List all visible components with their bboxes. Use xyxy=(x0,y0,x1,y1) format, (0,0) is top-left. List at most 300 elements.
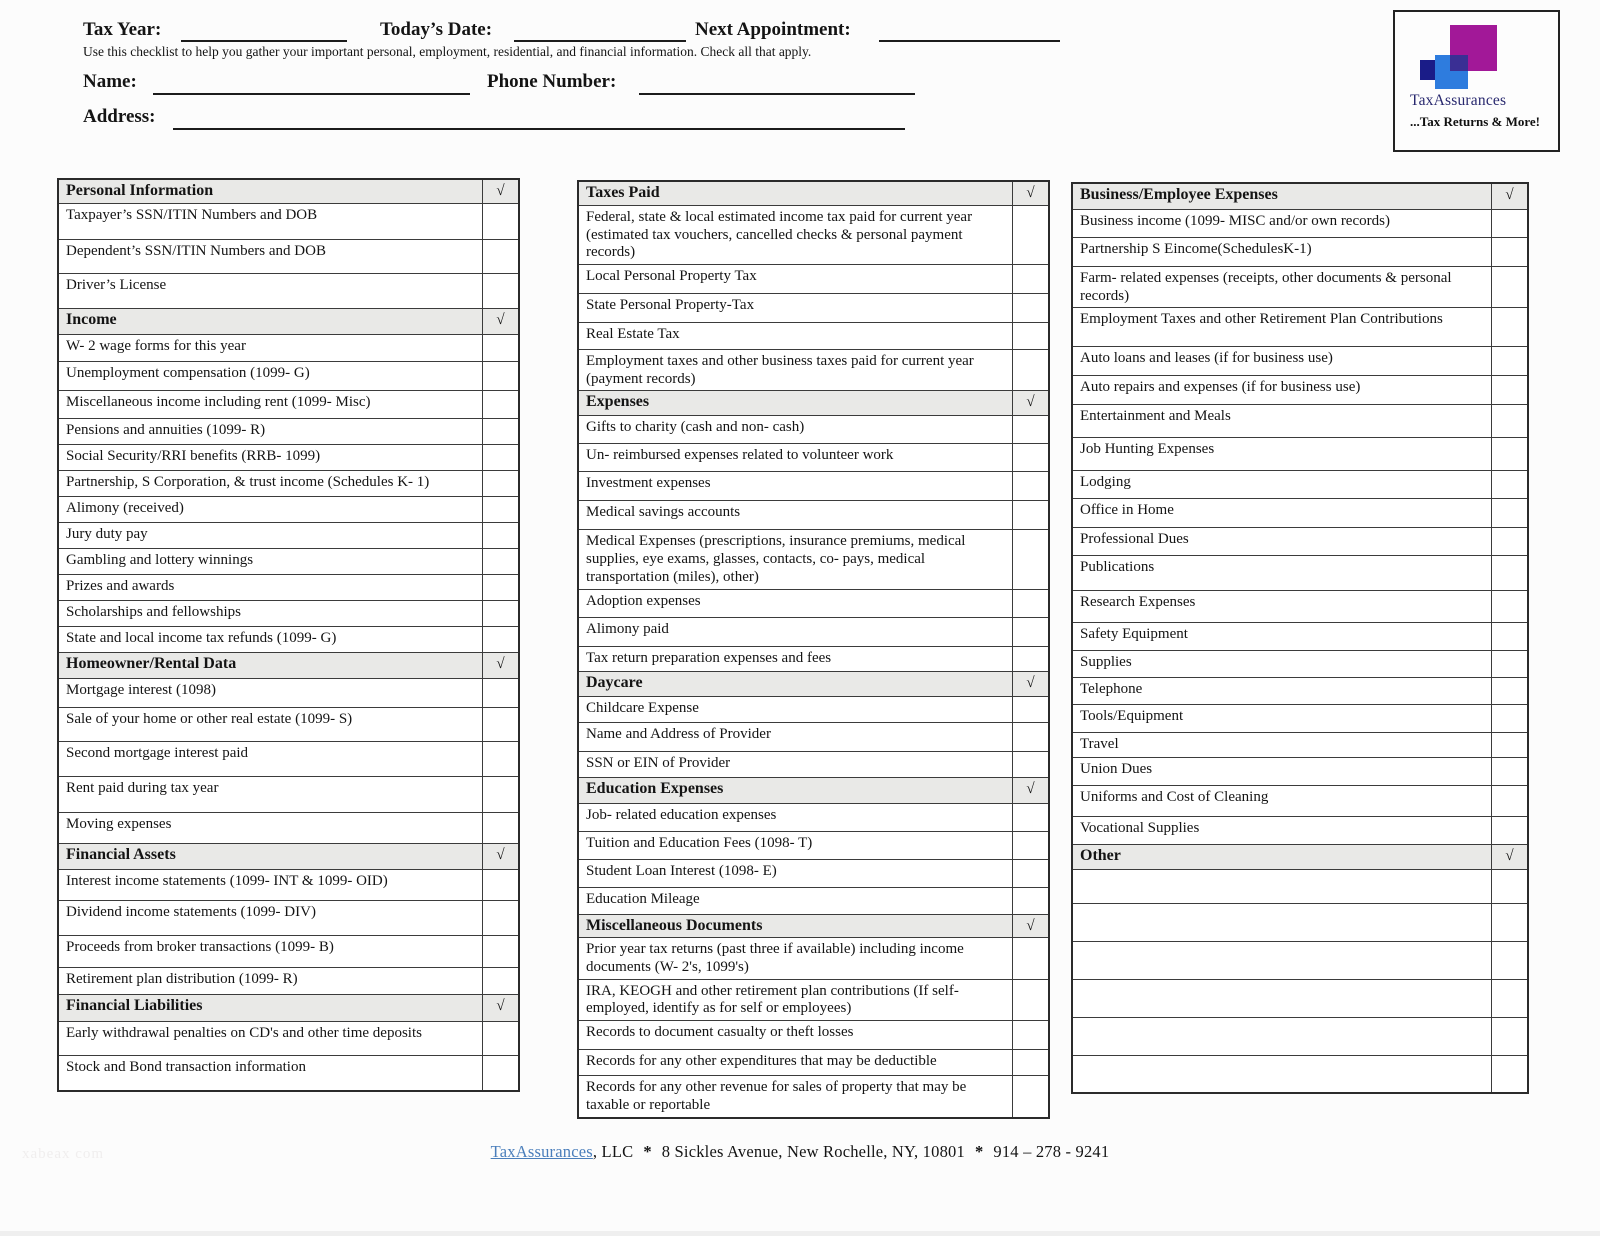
footer-contact-line xyxy=(0,1142,1600,1162)
check-cell[interactable] xyxy=(1012,618,1048,646)
item-label: Gifts to charity (cash and non- cash) xyxy=(586,419,805,436)
checklist-row xyxy=(59,523,518,549)
item-label: Pensions and annuities (1099- R) xyxy=(66,422,266,438)
item-label: Student Loan Interest (1098- E) xyxy=(586,862,777,879)
checklist-row xyxy=(59,549,518,575)
check-cell[interactable] xyxy=(1012,1021,1048,1049)
section-title: Personal Information xyxy=(66,182,214,199)
checklist-row xyxy=(579,697,1048,723)
section-title: Other xyxy=(1080,847,1121,865)
checklist-row xyxy=(59,708,518,742)
check-cell[interactable] xyxy=(482,204,518,239)
instructions-text: Use this checklist to help you gather your important personal, employment, residential, and financial information. Check all that apply. xyxy=(83,44,812,59)
check-cell[interactable] xyxy=(1491,267,1527,307)
check-cell[interactable] xyxy=(482,471,518,496)
item-label: Job- related education expenses xyxy=(586,806,777,823)
check-column-mark[interactable]: √ xyxy=(1012,778,1048,803)
checklist-row xyxy=(59,391,518,419)
footer-separator-1: * xyxy=(643,1142,652,1161)
section-title: Business/Employee Expenses xyxy=(1080,186,1278,203)
check-cell[interactable] xyxy=(1491,238,1527,266)
check-cell[interactable] xyxy=(1012,416,1048,443)
section-header-row xyxy=(579,391,1048,416)
item-label xyxy=(1073,1018,1491,1055)
item-label xyxy=(1073,870,1491,903)
tax-year-label: Tax Year: xyxy=(83,19,162,40)
check-column-mark[interactable]: √ xyxy=(1012,672,1048,696)
section-header-row xyxy=(1073,184,1527,210)
checklist-row xyxy=(59,742,518,777)
check-cell[interactable] xyxy=(1012,294,1048,322)
checklist-row xyxy=(59,335,518,362)
check-cell[interactable] xyxy=(482,419,518,444)
item-label: Employment taxes and other business taxes paid for current year (payment records) xyxy=(586,353,974,387)
section-header-row xyxy=(59,180,518,204)
item-label xyxy=(1073,942,1491,979)
checklist-row xyxy=(1073,817,1527,845)
check-cell[interactable] xyxy=(482,335,518,361)
item-label: State Personal Property-Tax xyxy=(586,297,755,314)
item-label: Auto loans and leases (if for business use) xyxy=(1080,350,1333,367)
item-label: Lodging xyxy=(1080,474,1131,491)
item-label: Professional Dues xyxy=(1080,531,1189,548)
check-cell[interactable] xyxy=(482,968,518,994)
item-label: Childcare Expense xyxy=(586,699,699,716)
checklist-row xyxy=(59,445,518,471)
checklist-row xyxy=(579,647,1048,672)
item-label: Alimony paid xyxy=(586,620,669,637)
check-cell[interactable] xyxy=(482,575,518,600)
company-link[interactable]: TaxAssurances xyxy=(490,1142,593,1161)
check-cell[interactable] xyxy=(1491,733,1527,757)
company-tagline: ...Tax Returns & More! xyxy=(1410,114,1540,129)
checklist-row xyxy=(1073,623,1527,651)
check-cell[interactable] xyxy=(1012,1076,1048,1116)
checklist-row xyxy=(59,601,518,627)
item-label: Adoption expenses xyxy=(586,592,701,609)
checklist-row xyxy=(579,723,1048,752)
checklist-row xyxy=(1073,347,1527,376)
item-label: Prizes and awards xyxy=(66,578,175,594)
check-cell[interactable] xyxy=(482,523,518,548)
check-cell[interactable] xyxy=(1012,832,1048,859)
check-cell[interactable] xyxy=(482,274,518,308)
check-cell[interactable] xyxy=(1491,705,1527,732)
item-label: Entertainment and Meals xyxy=(1080,408,1231,425)
checklist-row xyxy=(1073,591,1527,623)
item-label: Uniforms and Cost of Cleaning xyxy=(1080,789,1269,806)
checklist-row xyxy=(579,530,1048,589)
item-label: Records for any other expenditures that may be deductible xyxy=(586,1053,937,1070)
check-cell[interactable] xyxy=(482,901,518,935)
item-label: Rent paid during tax year xyxy=(66,780,219,796)
item-label: Second mortgage interest paid xyxy=(66,745,249,761)
checklist-row xyxy=(59,901,518,936)
checklist-row xyxy=(1073,238,1527,267)
checklist-row xyxy=(59,627,518,653)
item-label: Records to document casualty or theft losses xyxy=(586,1024,854,1041)
footer-address: 8 Sickles Avenue, New Rochelle, NY, 10801 xyxy=(661,1142,965,1161)
check-column-mark[interactable]: √ xyxy=(1491,845,1527,869)
checklist-row xyxy=(1073,651,1527,678)
check-cell[interactable] xyxy=(482,1056,518,1090)
tax-year-blank[interactable] xyxy=(181,40,347,42)
section-header-row xyxy=(579,182,1048,206)
empty-row xyxy=(1073,1056,1527,1092)
watermark-text: xabeax com xyxy=(22,1146,105,1162)
section-title: Homeowner/Rental Data xyxy=(66,655,237,672)
item-label: Business income (1099- MISC and/or own records) xyxy=(1080,213,1390,229)
item-label: Unemployment compensation (1099- G) xyxy=(66,365,310,381)
check-cell[interactable] xyxy=(1491,786,1527,816)
checklist-row xyxy=(579,501,1048,530)
checklist-row xyxy=(579,938,1048,979)
item-label: Tools/Equipment xyxy=(1080,708,1184,725)
item-label: IRA, KEOGH and other retirement plan contributions (If self- employed, identify as for self or employees) xyxy=(586,982,959,1017)
checklist-row xyxy=(59,204,518,240)
item-label: Partnership, S Corporation, & trust income (Schedules K- 1) xyxy=(66,474,430,490)
check-cell[interactable] xyxy=(1012,472,1048,500)
checklist-row xyxy=(59,575,518,601)
check-cell[interactable] xyxy=(1012,697,1048,722)
name-label: Name: xyxy=(83,71,137,92)
check-cell[interactable] xyxy=(1491,376,1527,404)
check-cell[interactable] xyxy=(1012,1050,1048,1075)
logo-navy-square-icon xyxy=(1420,60,1435,80)
checklist-row xyxy=(59,240,518,274)
section-title: Miscellaneous Documents xyxy=(586,916,763,934)
checklist-row xyxy=(59,870,518,901)
item-label: Union Dues xyxy=(1080,761,1153,778)
checklist-row xyxy=(1073,528,1527,556)
check-cell[interactable] xyxy=(1491,651,1527,677)
check-cell[interactable] xyxy=(482,362,518,390)
item-label: Education Mileage xyxy=(586,890,700,907)
item-label: Name and Address of Provider xyxy=(586,725,771,742)
checklist-row xyxy=(1073,678,1527,705)
check-cell[interactable] xyxy=(482,627,518,652)
check-cell[interactable] xyxy=(1491,471,1527,498)
check-cell[interactable] xyxy=(482,601,518,626)
section-title: Income xyxy=(66,311,117,328)
item-label: Office in Home xyxy=(1080,502,1174,519)
item-label: Proceeds from broker transactions (1099- B) xyxy=(66,939,334,955)
checklist-row xyxy=(1073,405,1527,438)
check-cell[interactable] xyxy=(1491,1018,1527,1055)
check-column-mark[interactable]: √ xyxy=(482,309,518,334)
check-cell[interactable] xyxy=(1012,501,1048,529)
phone-number-label: Phone Number: xyxy=(487,71,617,92)
phone-number-blank[interactable] xyxy=(639,93,915,95)
item-label: Real Estate Tax xyxy=(586,326,680,343)
checklist-row xyxy=(59,497,518,523)
check-cell[interactable] xyxy=(1491,405,1527,437)
item-label: Dependent’s SSN/ITIN Numbers and DOB xyxy=(66,243,326,259)
item-label: Telephone xyxy=(1080,681,1143,698)
checklist-row xyxy=(59,813,518,844)
footer-suffix: , LLC xyxy=(592,1142,634,1161)
checklist-row xyxy=(1073,556,1527,591)
checklist-row xyxy=(1073,705,1527,733)
item-label xyxy=(1073,980,1491,1017)
check-cell[interactable] xyxy=(1012,888,1048,914)
item-label: Early withdrawal penalties on CD's and other time deposits xyxy=(66,1025,422,1041)
section-title: Financial Liabilities xyxy=(66,997,203,1014)
checklist-row xyxy=(579,752,1048,778)
check-cell[interactable] xyxy=(1491,556,1527,590)
section-header-row xyxy=(579,672,1048,697)
checklist-row xyxy=(59,471,518,497)
check-cell[interactable] xyxy=(1012,206,1048,264)
check-cell[interactable] xyxy=(1491,904,1527,941)
checklist-column-taxes-expenses xyxy=(577,180,1050,1119)
check-column-mark[interactable]: √ xyxy=(482,653,518,678)
check-cell[interactable] xyxy=(1491,591,1527,622)
item-label: Dividend income statements (1099- DIV) xyxy=(66,904,316,920)
item-label: Vocational Supplies xyxy=(1080,820,1200,837)
checklist-row xyxy=(579,444,1048,472)
section-title: Expenses xyxy=(586,393,650,411)
checklist-row xyxy=(1073,733,1527,758)
checklist-row xyxy=(1073,267,1527,308)
check-column-mark[interactable]: √ xyxy=(482,844,518,869)
check-cell[interactable] xyxy=(1012,444,1048,471)
todays-date-label: Today’s Date: xyxy=(380,19,493,40)
item-label: Federal, state & local estimated income tax paid for current year (estimated tax vouchers, cancelled checks & personal payment records) xyxy=(586,209,973,261)
check-column-mark[interactable]: √ xyxy=(1012,391,1048,415)
check-cell[interactable] xyxy=(482,742,518,776)
item-label: Driver’s License xyxy=(66,277,167,293)
checklist-row xyxy=(59,274,518,309)
item-label: W- 2 wage forms for this year xyxy=(66,338,246,354)
checklist-row xyxy=(59,777,518,813)
check-cell[interactable] xyxy=(482,549,518,574)
check-cell[interactable] xyxy=(1491,623,1527,650)
section-header-row xyxy=(59,844,518,870)
section-title: Taxes Paid xyxy=(586,184,660,201)
item-label: Gambling and lottery winnings xyxy=(66,552,254,568)
checklist-row xyxy=(579,1050,1048,1076)
item-label: Supplies xyxy=(1080,654,1132,671)
item-label: Auto repairs and expenses (if for business use) xyxy=(1080,379,1361,396)
check-column-mark[interactable]: √ xyxy=(1012,182,1048,205)
item-label: Scholarships and fellowships xyxy=(66,604,241,620)
item-label: Local Personal Property Tax xyxy=(586,268,757,285)
check-cell[interactable] xyxy=(1012,323,1048,349)
item-label: SSN or EIN of Provider xyxy=(586,754,731,771)
checklist-row xyxy=(579,294,1048,323)
address-label: Address: xyxy=(83,106,156,127)
item-label: Tax return preparation expenses and fees xyxy=(586,649,832,666)
empty-row xyxy=(1073,1018,1527,1056)
check-cell[interactable] xyxy=(482,777,518,812)
item-label: Farm- related expenses (receipts, other documents & personal records) xyxy=(1080,270,1452,304)
checklist-row xyxy=(579,472,1048,501)
check-cell[interactable] xyxy=(1012,860,1048,887)
item-label: Sale of your home or other real estate (1099- S) xyxy=(66,711,353,727)
scan-edge-strip xyxy=(0,1231,1600,1236)
item-label: Jury duty pay xyxy=(66,526,148,542)
section-header-row xyxy=(59,309,518,335)
check-cell[interactable] xyxy=(1491,528,1527,555)
item-label xyxy=(1073,904,1491,941)
check-cell[interactable] xyxy=(482,679,518,707)
next-appointment-label: Next Appointment: xyxy=(695,19,851,40)
item-label: Medical Expenses (prescriptions, insurance premiums, medical supplies, eye exams, glasses, contacts, co- pays, medical transportation (miles), other) xyxy=(586,533,966,585)
checklist-row xyxy=(579,416,1048,444)
item-label: Travel xyxy=(1080,736,1119,753)
checklist-row xyxy=(1073,786,1527,817)
checklist-row xyxy=(59,419,518,445)
check-column-mark[interactable]: √ xyxy=(1012,915,1048,938)
check-cell[interactable] xyxy=(1012,350,1048,390)
address-blank[interactable] xyxy=(173,128,905,130)
section-title: Daycare xyxy=(586,673,643,691)
check-cell[interactable] xyxy=(1491,347,1527,375)
checklist-row xyxy=(579,1076,1048,1116)
checklist-row xyxy=(579,1021,1048,1050)
empty-row xyxy=(1073,942,1527,980)
footer-separator-2: * xyxy=(974,1142,984,1161)
check-cell[interactable] xyxy=(482,240,518,273)
check-cell[interactable] xyxy=(1491,758,1527,785)
checklist-row xyxy=(59,936,518,968)
check-cell[interactable] xyxy=(1491,499,1527,527)
item-label: Retirement plan distribution (1099- R) xyxy=(66,971,298,987)
checklist-column-business xyxy=(1071,182,1529,1094)
checklist-row xyxy=(579,323,1048,350)
item-label: Research Expenses xyxy=(1080,594,1196,611)
todays-date-blank[interactable] xyxy=(514,40,686,42)
check-cell[interactable] xyxy=(482,870,518,900)
checklist-row xyxy=(59,1022,518,1056)
check-cell[interactable] xyxy=(482,708,518,741)
company-logo xyxy=(1393,10,1560,152)
checklist-row xyxy=(59,362,518,391)
item-label xyxy=(1073,1056,1491,1092)
check-cell[interactable] xyxy=(1491,980,1527,1017)
checklist-row xyxy=(579,265,1048,294)
check-cell[interactable] xyxy=(1491,817,1527,844)
check-cell[interactable] xyxy=(482,445,518,470)
item-label: Tuition and Education Fees (1098- T) xyxy=(586,834,813,851)
empty-row xyxy=(1073,980,1527,1018)
checklist-row xyxy=(579,832,1048,860)
item-label: Medical savings accounts xyxy=(586,504,741,521)
check-cell[interactable] xyxy=(1491,438,1527,470)
item-label: Moving expenses xyxy=(66,816,172,832)
checklist-row xyxy=(579,804,1048,832)
item-label: Un- reimbursed expenses related to volunteer work xyxy=(586,447,894,464)
item-label: Publications xyxy=(1080,559,1155,576)
checklist-row xyxy=(59,968,518,995)
name-blank[interactable] xyxy=(153,93,470,95)
checklist-row xyxy=(579,590,1048,618)
checklist-row xyxy=(1073,499,1527,528)
check-cell[interactable] xyxy=(1012,530,1048,588)
check-cell[interactable] xyxy=(482,813,518,843)
checklist-row xyxy=(579,888,1048,915)
check-cell[interactable] xyxy=(1012,804,1048,831)
item-label: Safety Equipment xyxy=(1080,626,1188,643)
item-label: Social Security/RRI benefits (RRB- 1099) xyxy=(66,448,321,464)
empty-row xyxy=(1073,870,1527,904)
item-label: Stock and Bond transaction information xyxy=(66,1059,306,1075)
section-header-row xyxy=(1073,845,1527,870)
item-label: Investment expenses xyxy=(586,475,711,492)
checklist-row xyxy=(579,206,1048,265)
item-label: Interest income statements (1099- INT & 1099- OID) xyxy=(66,873,388,889)
checklist-row xyxy=(1073,438,1527,471)
check-cell[interactable] xyxy=(482,936,518,967)
checklist-row xyxy=(1073,758,1527,786)
checklist-row xyxy=(1073,308,1527,347)
item-label: Taxpayer’s SSN/ITIN Numbers and DOB xyxy=(66,207,318,223)
checklist-row xyxy=(579,860,1048,888)
check-cell[interactable] xyxy=(482,391,518,418)
item-label: State and local income tax refunds (1099- G) xyxy=(66,630,337,646)
item-label: Job Hunting Expenses xyxy=(1080,441,1215,458)
checklist-row xyxy=(59,1056,518,1090)
checklist-row xyxy=(1073,210,1527,238)
section-header-row xyxy=(59,653,518,679)
check-column-mark[interactable]: √ xyxy=(1491,184,1527,209)
logo-overlap-square-icon xyxy=(1450,55,1468,71)
section-header-row xyxy=(579,778,1048,804)
next-appointment-blank[interactable] xyxy=(879,40,1060,42)
footer-phone: 914 – 278 - 9241 xyxy=(993,1142,1110,1161)
check-cell[interactable] xyxy=(1491,942,1527,979)
checklist-row xyxy=(59,679,518,708)
item-label: Mortgage interest (1098) xyxy=(66,682,216,698)
check-cell[interactable] xyxy=(1012,938,1048,978)
check-cell[interactable] xyxy=(1491,1056,1527,1092)
check-cell[interactable] xyxy=(1491,870,1527,903)
item-label: Partnership S Eincome(SchedulesK-1) xyxy=(1080,241,1312,257)
item-label: Records for any other revenue for sales of property that may be taxable or reportable xyxy=(586,1079,967,1113)
section-header-row xyxy=(59,995,518,1022)
checklist-row xyxy=(579,350,1048,391)
check-column-mark[interactable]: √ xyxy=(482,180,518,203)
check-cell[interactable] xyxy=(1012,647,1048,671)
check-cell[interactable] xyxy=(1012,265,1048,293)
section-title: Financial Assets xyxy=(66,846,176,863)
check-cell[interactable] xyxy=(1491,210,1527,237)
checklist-row xyxy=(579,980,1048,1021)
company-name: TaxAssurances xyxy=(1410,92,1507,109)
check-cell[interactable] xyxy=(482,497,518,522)
item-label: Miscellaneous income including rent (1099- Misc) xyxy=(66,394,371,410)
checklist-row xyxy=(1073,376,1527,405)
check-cell[interactable] xyxy=(1491,678,1527,704)
check-cell[interactable] xyxy=(1012,752,1048,777)
item-label: Employment Taxes and other Retirement Plan Contributions xyxy=(1080,311,1443,328)
empty-row xyxy=(1073,904,1527,942)
check-cell[interactable] xyxy=(1012,980,1048,1020)
checklist-column-personal xyxy=(57,178,520,1092)
section-header-row xyxy=(579,915,1048,939)
section-title: Education Expenses xyxy=(586,779,724,797)
check-cell[interactable] xyxy=(1012,723,1048,751)
checklist-row xyxy=(579,618,1048,647)
check-cell[interactable] xyxy=(1012,590,1048,617)
checklist-row xyxy=(1073,471,1527,499)
check-column-mark[interactable]: √ xyxy=(482,995,518,1021)
item-label: Prior year tax returns (past three if available) including income documents (W- 2's, 1099's) xyxy=(586,941,964,976)
check-cell[interactable] xyxy=(1491,308,1527,346)
item-label: Alimony (received) xyxy=(66,500,184,516)
check-cell[interactable] xyxy=(482,1022,518,1055)
